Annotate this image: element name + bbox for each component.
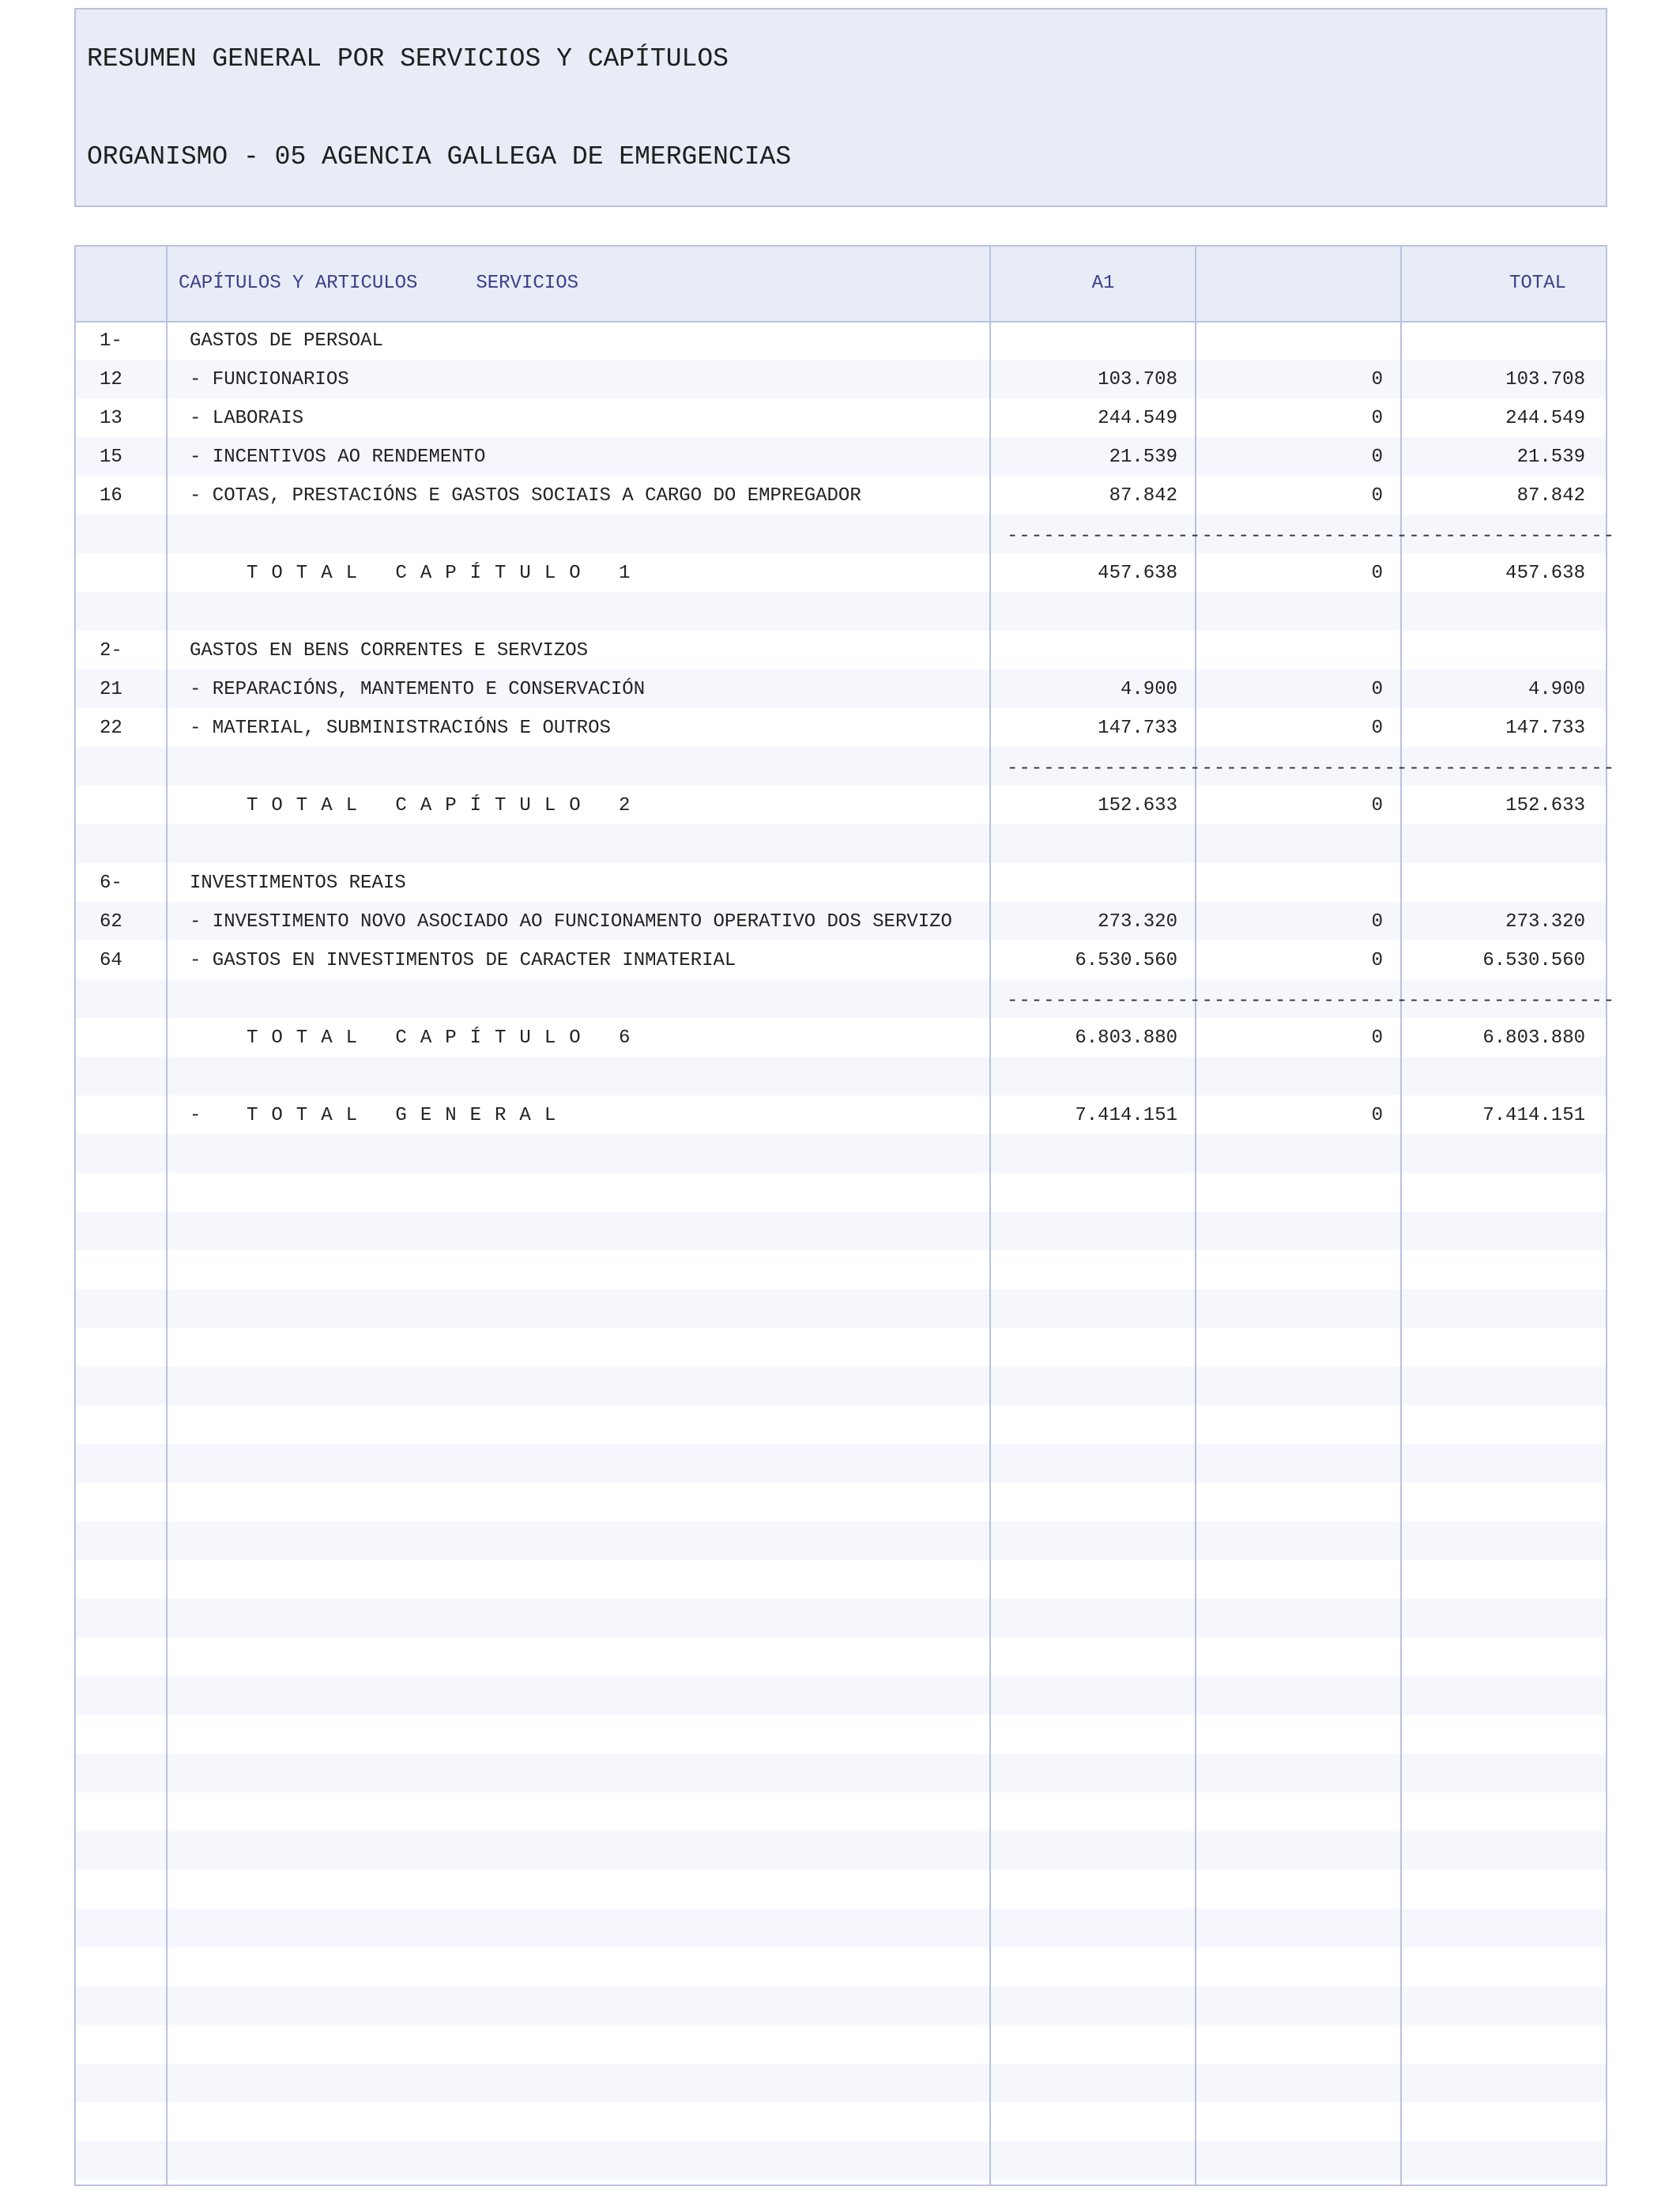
row-stripe	[76, 1444, 1606, 1483]
row-stripe	[76, 1289, 1606, 1328]
row-stripe	[76, 1754, 1606, 1793]
row-total-value: 244.549	[1505, 408, 1585, 429]
row-description: - LABORAIS	[190, 408, 304, 429]
row-blank-column-value: 0	[1371, 408, 1383, 429]
row-code: 64	[100, 950, 122, 971]
separator-line: --------------------------------------------------	[1007, 526, 1616, 547]
row-a1-value: 103.708	[1098, 369, 1177, 390]
chapter-total-label: TOTAL CAPÍTULO 1	[247, 563, 644, 584]
row-blank-column-value: 0	[1371, 911, 1383, 933]
row-description: - GASTOS EN INVESTIMENTOS DE CARACTER INMATERIAL	[190, 950, 736, 971]
general-total-a1: 7.414.151	[1075, 1105, 1177, 1126]
table-row	[76, 669, 1606, 708]
general-total-row	[76, 1095, 1606, 1134]
row-total-value: 87.842	[1516, 485, 1585, 507]
chapter-total-value: 6.803.880	[1482, 1027, 1585, 1049]
separator-row	[76, 515, 1616, 553]
row-blank-column-value: 0	[1371, 950, 1383, 971]
row-a1-value: 4.900	[1120, 679, 1177, 700]
separator-row	[76, 747, 1616, 786]
chapter-total-blank-column: 0	[1371, 1027, 1383, 1049]
chapter-total-a1: 457.638	[1098, 563, 1177, 584]
row-stripe	[76, 2141, 1606, 2180]
chapter-total-blank-column: 0	[1371, 795, 1383, 816]
chapter-total-value: 457.638	[1505, 563, 1585, 584]
row-code: 13	[100, 408, 122, 429]
chapter-total-row	[76, 1018, 1606, 1057]
row-stripe	[76, 1831, 1606, 1870]
table-row	[76, 708, 1606, 747]
row-a1-value: 147.733	[1098, 718, 1177, 739]
table-row	[76, 398, 1606, 437]
col-a1-header: A1	[1091, 273, 1115, 294]
row-code: 16	[100, 485, 122, 507]
table-row	[76, 437, 1606, 476]
general-total-prefix: -	[190, 1105, 202, 1126]
row-stripe	[76, 1521, 1606, 1560]
row-description: - INVESTIMENTO NOVO ASOCIADO AO FUNCIONAMENTO OPERATIVO DOS SERVIZO	[190, 911, 952, 933]
row-a1-value: 273.320	[1098, 911, 1177, 933]
chapter-total-a1: 152.633	[1098, 795, 1177, 816]
row-stripe	[76, 1986, 1606, 2025]
separator-line: --------------------------------------------------	[1007, 990, 1616, 1012]
table-row	[76, 631, 1606, 669]
row-stripe	[76, 2064, 1606, 2102]
row-blank-column-value: 0	[1371, 369, 1383, 390]
row-description: - INCENTIVOS AO RENDEMENTO	[190, 447, 486, 468]
organismo-title: ORGANISMO - 05 AGENCIA GALLEGA DE EMERGENCIAS	[87, 142, 792, 172]
row-total-value: 103.708	[1505, 369, 1585, 390]
report-header	[74, 8, 1607, 207]
report-title: RESUMEN GENERAL POR SERVICIOS Y CAPÍTULOS	[87, 44, 729, 74]
row-total-value: 6.530.560	[1482, 950, 1585, 971]
row-total-value: 273.320	[1505, 911, 1585, 933]
chapter-total-row	[76, 553, 1606, 592]
chapter-total-value: 152.633	[1505, 795, 1585, 816]
row-blank-column-value: 0	[1371, 718, 1383, 739]
general-total-blank-column: 0	[1371, 1105, 1383, 1126]
row-a1-value: 6.530.560	[1075, 950, 1177, 971]
separator-line: --------------------------------------------------	[1007, 758, 1616, 779]
row-total-value: 4.900	[1527, 679, 1585, 700]
table-row	[76, 863, 1606, 902]
row-a1-value: 244.549	[1098, 408, 1177, 429]
row-code: 12	[100, 369, 122, 390]
row-code: 6-	[100, 873, 122, 894]
table-row	[76, 941, 1606, 979]
row-description: GASTOS DE PERSOAL	[190, 330, 383, 352]
row-a1-value: 21.539	[1109, 447, 1177, 468]
col-servicios-header: SERVICIOS	[476, 273, 578, 294]
row-description: - COTAS, PRESTACIÓNS E GASTOS SOCIAIS A CARGO DO EMPREGADOR	[190, 485, 861, 507]
row-total-value: 147.733	[1505, 718, 1585, 739]
chapter-total-row	[76, 786, 1606, 824]
row-stripe	[76, 1212, 1606, 1250]
separator-row	[76, 979, 1616, 1018]
row-code: 62	[100, 911, 122, 933]
row-code: 21	[100, 679, 122, 700]
table-row	[76, 902, 1606, 941]
budget-table	[74, 245, 1616, 2186]
row-code: 2-	[100, 640, 122, 662]
row-stripe	[76, 1367, 1606, 1405]
row-stripe	[76, 1599, 1606, 1638]
row-description: GASTOS EN BENS CORRENTES E SERVIZOS	[190, 640, 589, 662]
row-code: 15	[100, 447, 122, 468]
row-stripe	[76, 1909, 1606, 1947]
general-total-label: TOTAL GENERAL	[247, 1105, 570, 1126]
row-stripe	[76, 1134, 1606, 1173]
table-row	[76, 321, 1606, 360]
row-blank-column-value: 0	[1371, 679, 1383, 700]
row-total-value: 21.539	[1516, 447, 1585, 468]
col-total-header: TOTAL	[1509, 273, 1566, 294]
chapter-total-label: TOTAL CAPÍTULO 2	[247, 795, 644, 816]
general-total-value: 7.414.151	[1482, 1105, 1585, 1126]
row-stripe	[76, 1676, 1606, 1715]
row-stripe	[76, 824, 1606, 863]
row-a1-value: 87.842	[1109, 485, 1177, 507]
row-code: 1-	[100, 330, 122, 352]
row-description: - REPARACIÓNS, MANTEMENTO E CONSERVACIÓN	[190, 679, 646, 700]
row-blank-column-value: 0	[1371, 447, 1383, 468]
row-code: 22	[100, 718, 122, 739]
row-description: INVESTIMENTOS REAIS	[190, 873, 406, 894]
row-description: - MATERIAL, SUBMINISTRACIÓNS E OUTROS	[190, 718, 611, 739]
row-blank-column-value: 0	[1371, 485, 1383, 507]
row-description: - FUNCIONARIOS	[190, 369, 349, 390]
row-stripe	[76, 1057, 1606, 1095]
chapter-total-a1: 6.803.880	[1075, 1027, 1177, 1049]
table-row	[76, 360, 1606, 398]
table-header	[76, 247, 1606, 322]
col-capitulos-header: CAPÍTULOS Y ARTICULOS	[179, 273, 418, 294]
chapter-total-label: TOTAL CAPÍTULO 6	[247, 1027, 644, 1049]
row-stripe	[76, 592, 1606, 631]
table-row	[76, 476, 1606, 515]
chapter-total-blank-column: 0	[1371, 563, 1383, 584]
